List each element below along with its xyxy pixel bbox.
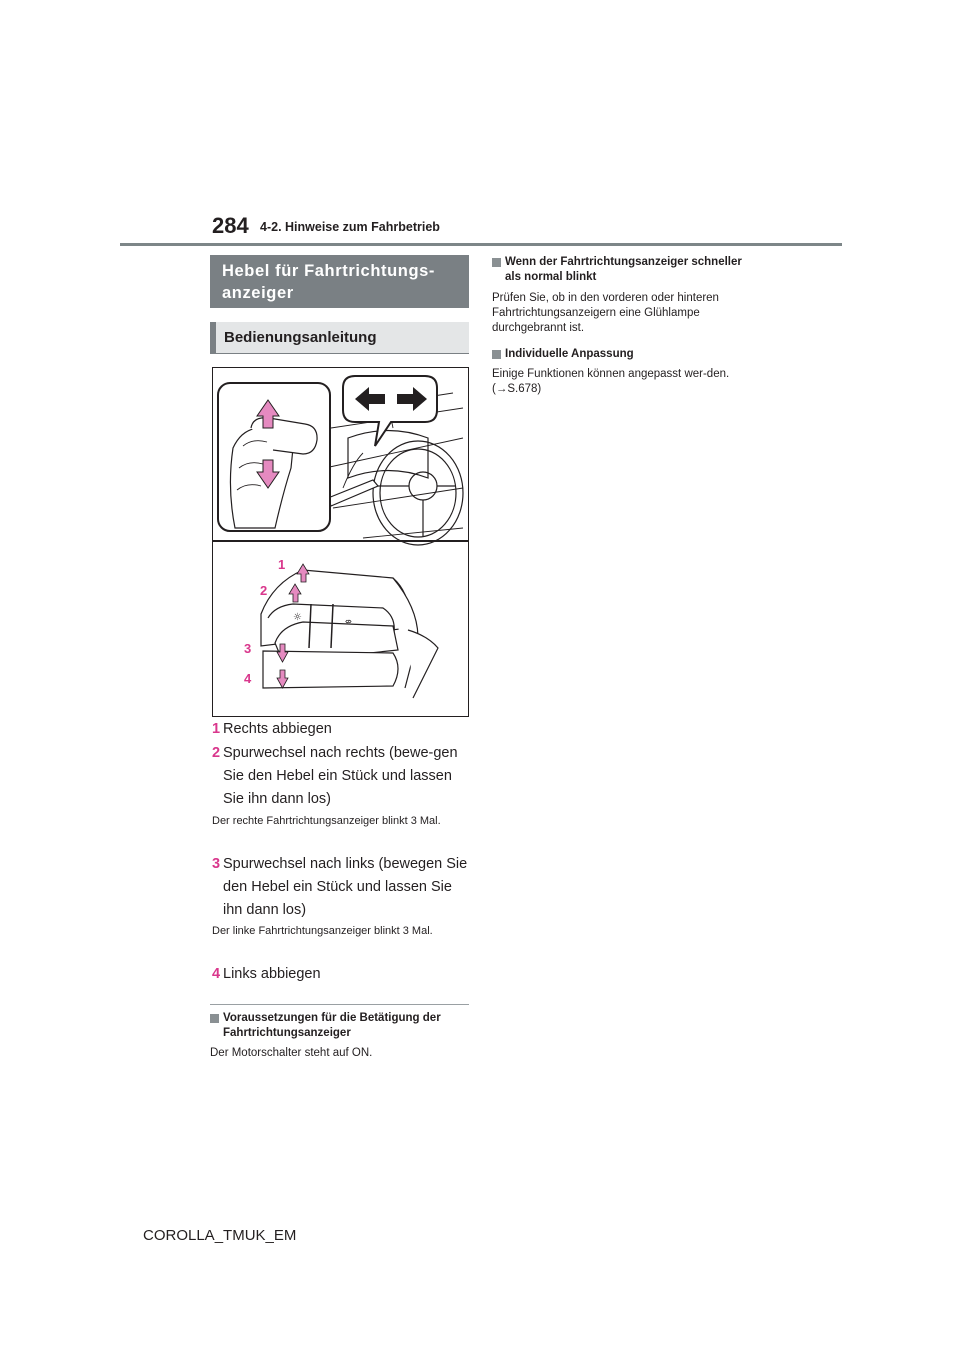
- step-number: 3: [212, 856, 221, 872]
- page-number: 284: [212, 213, 249, 238]
- callout-4: 4: [244, 671, 252, 686]
- section-label: 4-2. Hinweise zum Fahrbetrieb: [260, 220, 440, 234]
- fast-blink-body: Prüfen Sie, ob in den vorderen oder hinteren Fahrtrichtungsanzeigern eine Glühlampe durchgebrannt ist.: [492, 292, 719, 334]
- step-4: [212, 963, 474, 986]
- callout-3: 3: [244, 641, 252, 656]
- step-text: Spurwechsel nach links (bewegen Sie den Hebel ein Stück und lassen Sie ihn dann los): [223, 856, 468, 918]
- step-text: Spurwechsel nach rechts (bewe-gen Sie den Hebel ein Stück und lassen Sie ihn dann los): [223, 745, 458, 807]
- step-text: Rechts abbiegen: [223, 721, 332, 737]
- prerequisites-body: Der Motorschalter steht auf ON.: [210, 1047, 373, 1059]
- bullet-square-icon: [210, 1014, 219, 1023]
- step-number: 4: [212, 966, 221, 982]
- subsection-title: Bedienungsanleitung: [210, 322, 469, 353]
- document-code: COROLLA_TMUK_EM: [143, 1227, 297, 1244]
- section-title: Hebel für Fahrtrichtungs-anzeiger: [210, 255, 469, 308]
- fog-symbol-icon: ⇎: [345, 617, 352, 626]
- step-text: Links abbiegen: [223, 966, 321, 982]
- step-1: [212, 718, 474, 741]
- note-right-blink: Der rechte Fahrtrichtungsanzeiger blinkt 3 Mal.: [212, 815, 441, 827]
- step-3: [212, 853, 474, 922]
- step-number: 2: [212, 745, 221, 761]
- bullet-square-icon: [492, 258, 501, 267]
- callout-2: 2: [260, 583, 268, 598]
- bullet-square-icon: [492, 350, 501, 359]
- step-2: [212, 742, 474, 811]
- prerequisites-heading: Voraussetzungen für die Betätigung der Fahrtrichtungsanzeiger: [210, 1011, 470, 1041]
- header-rule: [120, 243, 842, 246]
- customization-body: Einige Funktionen können angepasst wer-den. (→S.678): [492, 368, 730, 395]
- step-number: 1: [212, 721, 221, 737]
- callout-1: 1: [278, 557, 286, 572]
- note-left-blink: Der linke Fahrtrichtungsanzeiger blinkt 3 Mal.: [212, 925, 433, 937]
- light-symbol-icon: ☼: [293, 612, 302, 623]
- customization-heading: Individuelle Anpassung: [492, 347, 752, 362]
- subsection-rule: [210, 353, 469, 354]
- section-divider: [210, 1004, 469, 1005]
- fast-blink-heading: Wenn der Fahrtrichtungsanzeiger schneller als normal blinkt: [492, 255, 752, 285]
- turn-signal-lever-illustration: [212, 367, 469, 717]
